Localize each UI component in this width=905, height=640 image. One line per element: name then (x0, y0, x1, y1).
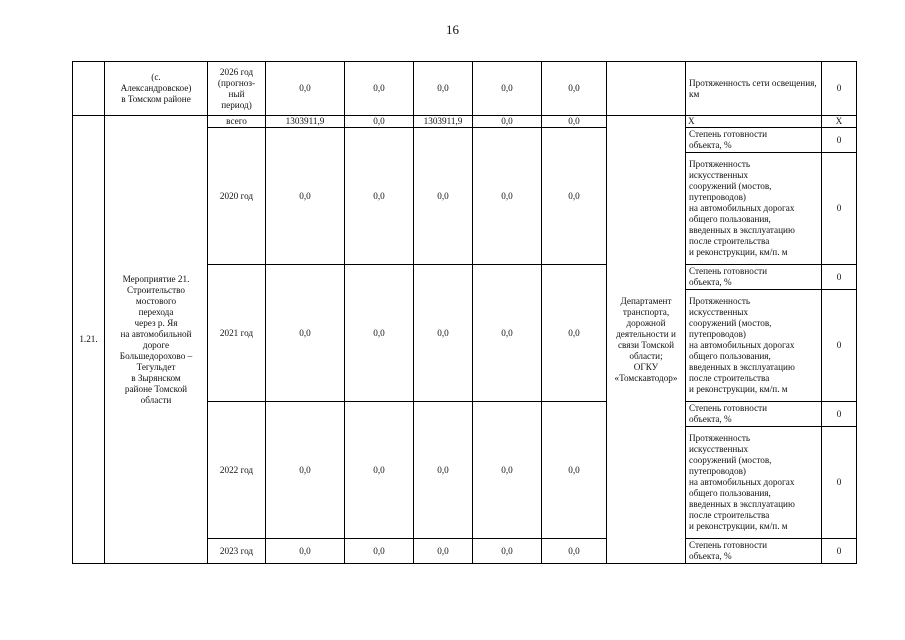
value-cell: 0,0 (542, 539, 607, 564)
indicator-line: Степень готовности (689, 266, 768, 276)
name-line: мостового (135, 295, 177, 306)
period-cell: всего (208, 116, 266, 128)
indicator-line: общего пользования, (689, 488, 771, 498)
indicator-line: общего пользования, (689, 351, 771, 361)
indicator-line: и реконструкции, км/п. м (689, 247, 788, 257)
name-line: на автомобильной (120, 328, 192, 339)
indicator-cell (686, 539, 822, 564)
value-cell: 0,0 (473, 539, 542, 564)
executor-cell (607, 116, 686, 564)
indicator-line: Степень готовности (689, 403, 768, 413)
value-cell: 0,0 (473, 116, 542, 128)
program-table (72, 61, 857, 564)
indicator-value-cell: 0 (822, 62, 857, 116)
name-line: Большедорохово – (119, 350, 193, 361)
indicator-value-cell: 0 (822, 290, 857, 402)
indicator-line: после строительства (689, 373, 770, 383)
value-cell: 0,0 (345, 265, 414, 402)
period-line: (прогноз- (217, 77, 256, 88)
executor-line: области; (629, 350, 663, 361)
indicator-cell (686, 427, 822, 539)
value-cell: 1303911,9 (414, 116, 473, 128)
period-cell: 2020 год (208, 128, 266, 265)
executor-line: ОГКУ (633, 361, 659, 372)
executor-cell (607, 62, 686, 116)
indicator-line: после строительства (689, 236, 770, 246)
name-line: перехода (138, 306, 174, 317)
executor-line: Департамент (620, 295, 672, 306)
indicator-line: после строительства (689, 510, 770, 520)
value-cell: 0,0 (542, 116, 607, 128)
value-cell: 0,0 (266, 402, 345, 539)
value-cell: 0,0 (473, 265, 542, 402)
indicator-cell: Х (686, 116, 822, 128)
value-cell: 0,0 (414, 265, 473, 402)
indicator-line: общего пользования, (689, 214, 771, 224)
value-cell: 0,0 (345, 539, 414, 564)
value-cell: 0,0 (266, 62, 345, 116)
value-cell: 0,0 (542, 128, 607, 265)
period-cell: 2021 год (208, 265, 266, 402)
value-cell: 0,0 (345, 62, 414, 116)
indicator-value-cell: 0 (822, 402, 857, 427)
indicator-line: на автомобильных дорогах (689, 477, 795, 487)
indicator-line: Степень готовности (689, 129, 768, 139)
indicator-line: сооружений (мостов, (689, 181, 772, 191)
indicator-line: путепроводов) (689, 466, 746, 476)
page-number: 16 (446, 22, 459, 37)
indicator-value-cell: 0 (822, 265, 857, 290)
value-cell: 0,0 (266, 265, 345, 402)
indicator-line: сооружений (мостов, (689, 455, 772, 465)
indicator-cell (686, 265, 822, 290)
name-line: в Зырянском (131, 372, 181, 383)
indicator-cell (686, 128, 822, 153)
indicator-line: путепроводов) (689, 192, 746, 202)
value-cell: 0,0 (542, 402, 607, 539)
indicator-value-cell: 0 (822, 539, 857, 564)
name-line: Строительство (126, 284, 186, 295)
value-cell: 0,0 (345, 116, 414, 128)
period-cell: 2022 год (208, 402, 266, 539)
indicator-line: и реконструкции, км/п. м (689, 521, 788, 531)
period-cell (208, 62, 266, 116)
period-line: 2026 год (219, 66, 254, 77)
value-cell: 0,0 (542, 62, 607, 116)
value-cell: 0,0 (266, 128, 345, 265)
indicator-line: введенных в эксплуатацию (689, 499, 795, 509)
executor-line: деятельности и (616, 328, 676, 339)
value-cell: 0,0 (473, 128, 542, 265)
indicator-line: искусственных (689, 170, 749, 180)
event-name-cell (105, 62, 208, 116)
indicator-line: сооружений (мостов, (689, 318, 772, 328)
indicator-line: на автомобильных дорогах (689, 203, 795, 213)
event-name-cell (105, 116, 208, 564)
indicator-cell (686, 153, 822, 265)
event-number-cell: 1.21. (73, 116, 105, 564)
indicator-line: на автомобильных дорогах (689, 340, 795, 350)
period-cell: 2023 год (208, 539, 266, 564)
indicator-line: и реконструкции, км/п. м (689, 384, 788, 394)
executor-line: дорожной (626, 317, 666, 328)
indicator-line: Протяженность (689, 433, 751, 443)
number-cell (73, 62, 105, 116)
indicator-line: объекта, % (689, 551, 732, 561)
indicator-line: Степень готовности (689, 540, 768, 550)
value-cell: 0,0 (414, 402, 473, 539)
indicator-line: Протяженность (689, 296, 751, 306)
indicator-line: объекта, % (689, 277, 732, 287)
name-line: дороге (142, 339, 170, 350)
indicator-line: искусственных (689, 444, 749, 454)
indicator-value-cell: Х (822, 116, 857, 128)
period-line: ный (228, 88, 245, 99)
executor-line: «Томскавтодор» (614, 372, 678, 383)
value-cell: 0,0 (414, 539, 473, 564)
executor-line: связи Томской (617, 339, 675, 350)
table-row (73, 116, 857, 128)
value-cell: 0,0 (542, 265, 607, 402)
indicator-line: введенных в эксплуатацию (689, 225, 795, 235)
indicator-line: Протяженность (689, 159, 751, 169)
value-cell: 0,0 (473, 62, 542, 116)
value-cell: 1303911,9 (266, 116, 345, 128)
value-cell: 0,0 (414, 128, 473, 265)
name-line: районе Томской (124, 383, 188, 394)
indicator-value-cell: 0 (822, 153, 857, 265)
table-row (73, 62, 857, 116)
name-line: через р. Яя (134, 317, 178, 328)
indicator-line: объекта, % (689, 414, 732, 424)
indicator-line: искусственных (689, 307, 749, 317)
value-cell: 0,0 (266, 539, 345, 564)
name-line: области (140, 394, 172, 405)
indicator-cell (686, 290, 822, 402)
name-line: Мероприятие 21. (122, 273, 190, 284)
indicator-line: объекта, % (689, 140, 732, 150)
indicator-line: путепроводов) (689, 329, 746, 339)
indicator-value-cell: 0 (822, 128, 857, 153)
value-cell: 0,0 (345, 128, 414, 265)
indicator-line: введенных в эксплуатацию (689, 362, 795, 372)
value-cell: 0,0 (473, 402, 542, 539)
period-line: период) (221, 99, 252, 110)
indicator-value-cell: 0 (822, 427, 857, 539)
executor-line: транспорта, (622, 306, 670, 317)
indicator-cell (686, 402, 822, 427)
name-line: (с. (151, 72, 161, 82)
name-line: в Томском районе (121, 94, 191, 104)
value-cell: 0,0 (345, 402, 414, 539)
value-cell: 0,0 (414, 62, 473, 116)
indicator-cell: Протяженность сети освещения, км (686, 62, 822, 116)
name-line: Александровское) (120, 83, 192, 93)
name-line: Тегульдет (136, 361, 176, 372)
